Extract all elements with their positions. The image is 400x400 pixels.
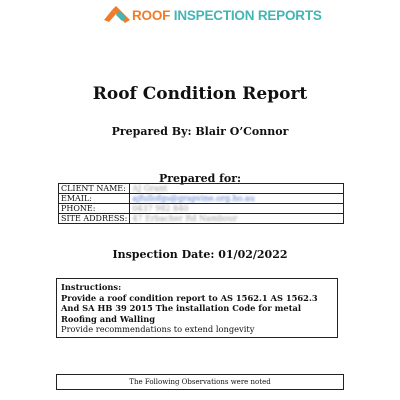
email-label: EMAIL: xyxy=(59,194,130,204)
prepared-by: Prepared By: Blair O’Connor xyxy=(111,125,289,138)
instructions-heading: Instructions: xyxy=(61,282,122,292)
client-details-table xyxy=(58,183,344,224)
phone-label: PHONE: xyxy=(59,204,130,214)
site-address-value xyxy=(130,214,344,224)
report-title: Roof Condition Report xyxy=(92,84,308,104)
observations-box: The Following Observations were noted xyxy=(56,374,344,390)
table-row xyxy=(59,194,344,204)
client-name-label: CLIENT NAME: xyxy=(59,184,130,194)
instructions-standards: Provide a roof condition report to AS 1562.1 AS 1562.3 And SA HB 39 2015 The installation Code for metal Roofing and Walling xyxy=(61,292,318,324)
brand-name-part1: ROOF xyxy=(132,7,171,23)
instructions-recommendation: Provide recommendations to extend longevity xyxy=(61,324,255,334)
client-name-text: AJ Grant xyxy=(132,184,168,193)
email-link[interactable]: ajfullofgs@grapvine.org.ho.au xyxy=(132,194,255,203)
table-row xyxy=(59,184,344,194)
site-address-label: SITE ADDRESS: xyxy=(59,214,130,224)
email-value xyxy=(130,194,344,204)
roof-chevron-icon xyxy=(104,6,130,24)
table-row xyxy=(59,204,344,214)
brand-name-part2: INSPECTION REPORTS xyxy=(173,7,322,23)
site-address-text: 47 Erbacher Rd Nambour xyxy=(132,214,238,223)
table-row xyxy=(59,214,344,224)
brand-name xyxy=(132,8,322,23)
inspection-date: Inspection Date: 01/02/2022 xyxy=(112,248,288,261)
phone-text: 0437 982 840 xyxy=(132,204,189,213)
instructions-box xyxy=(56,278,338,338)
prepared-for-heading: Prepared for: xyxy=(158,172,242,185)
client-name-value xyxy=(130,184,344,194)
phone-value xyxy=(130,204,344,214)
brand-logo xyxy=(104,6,322,24)
